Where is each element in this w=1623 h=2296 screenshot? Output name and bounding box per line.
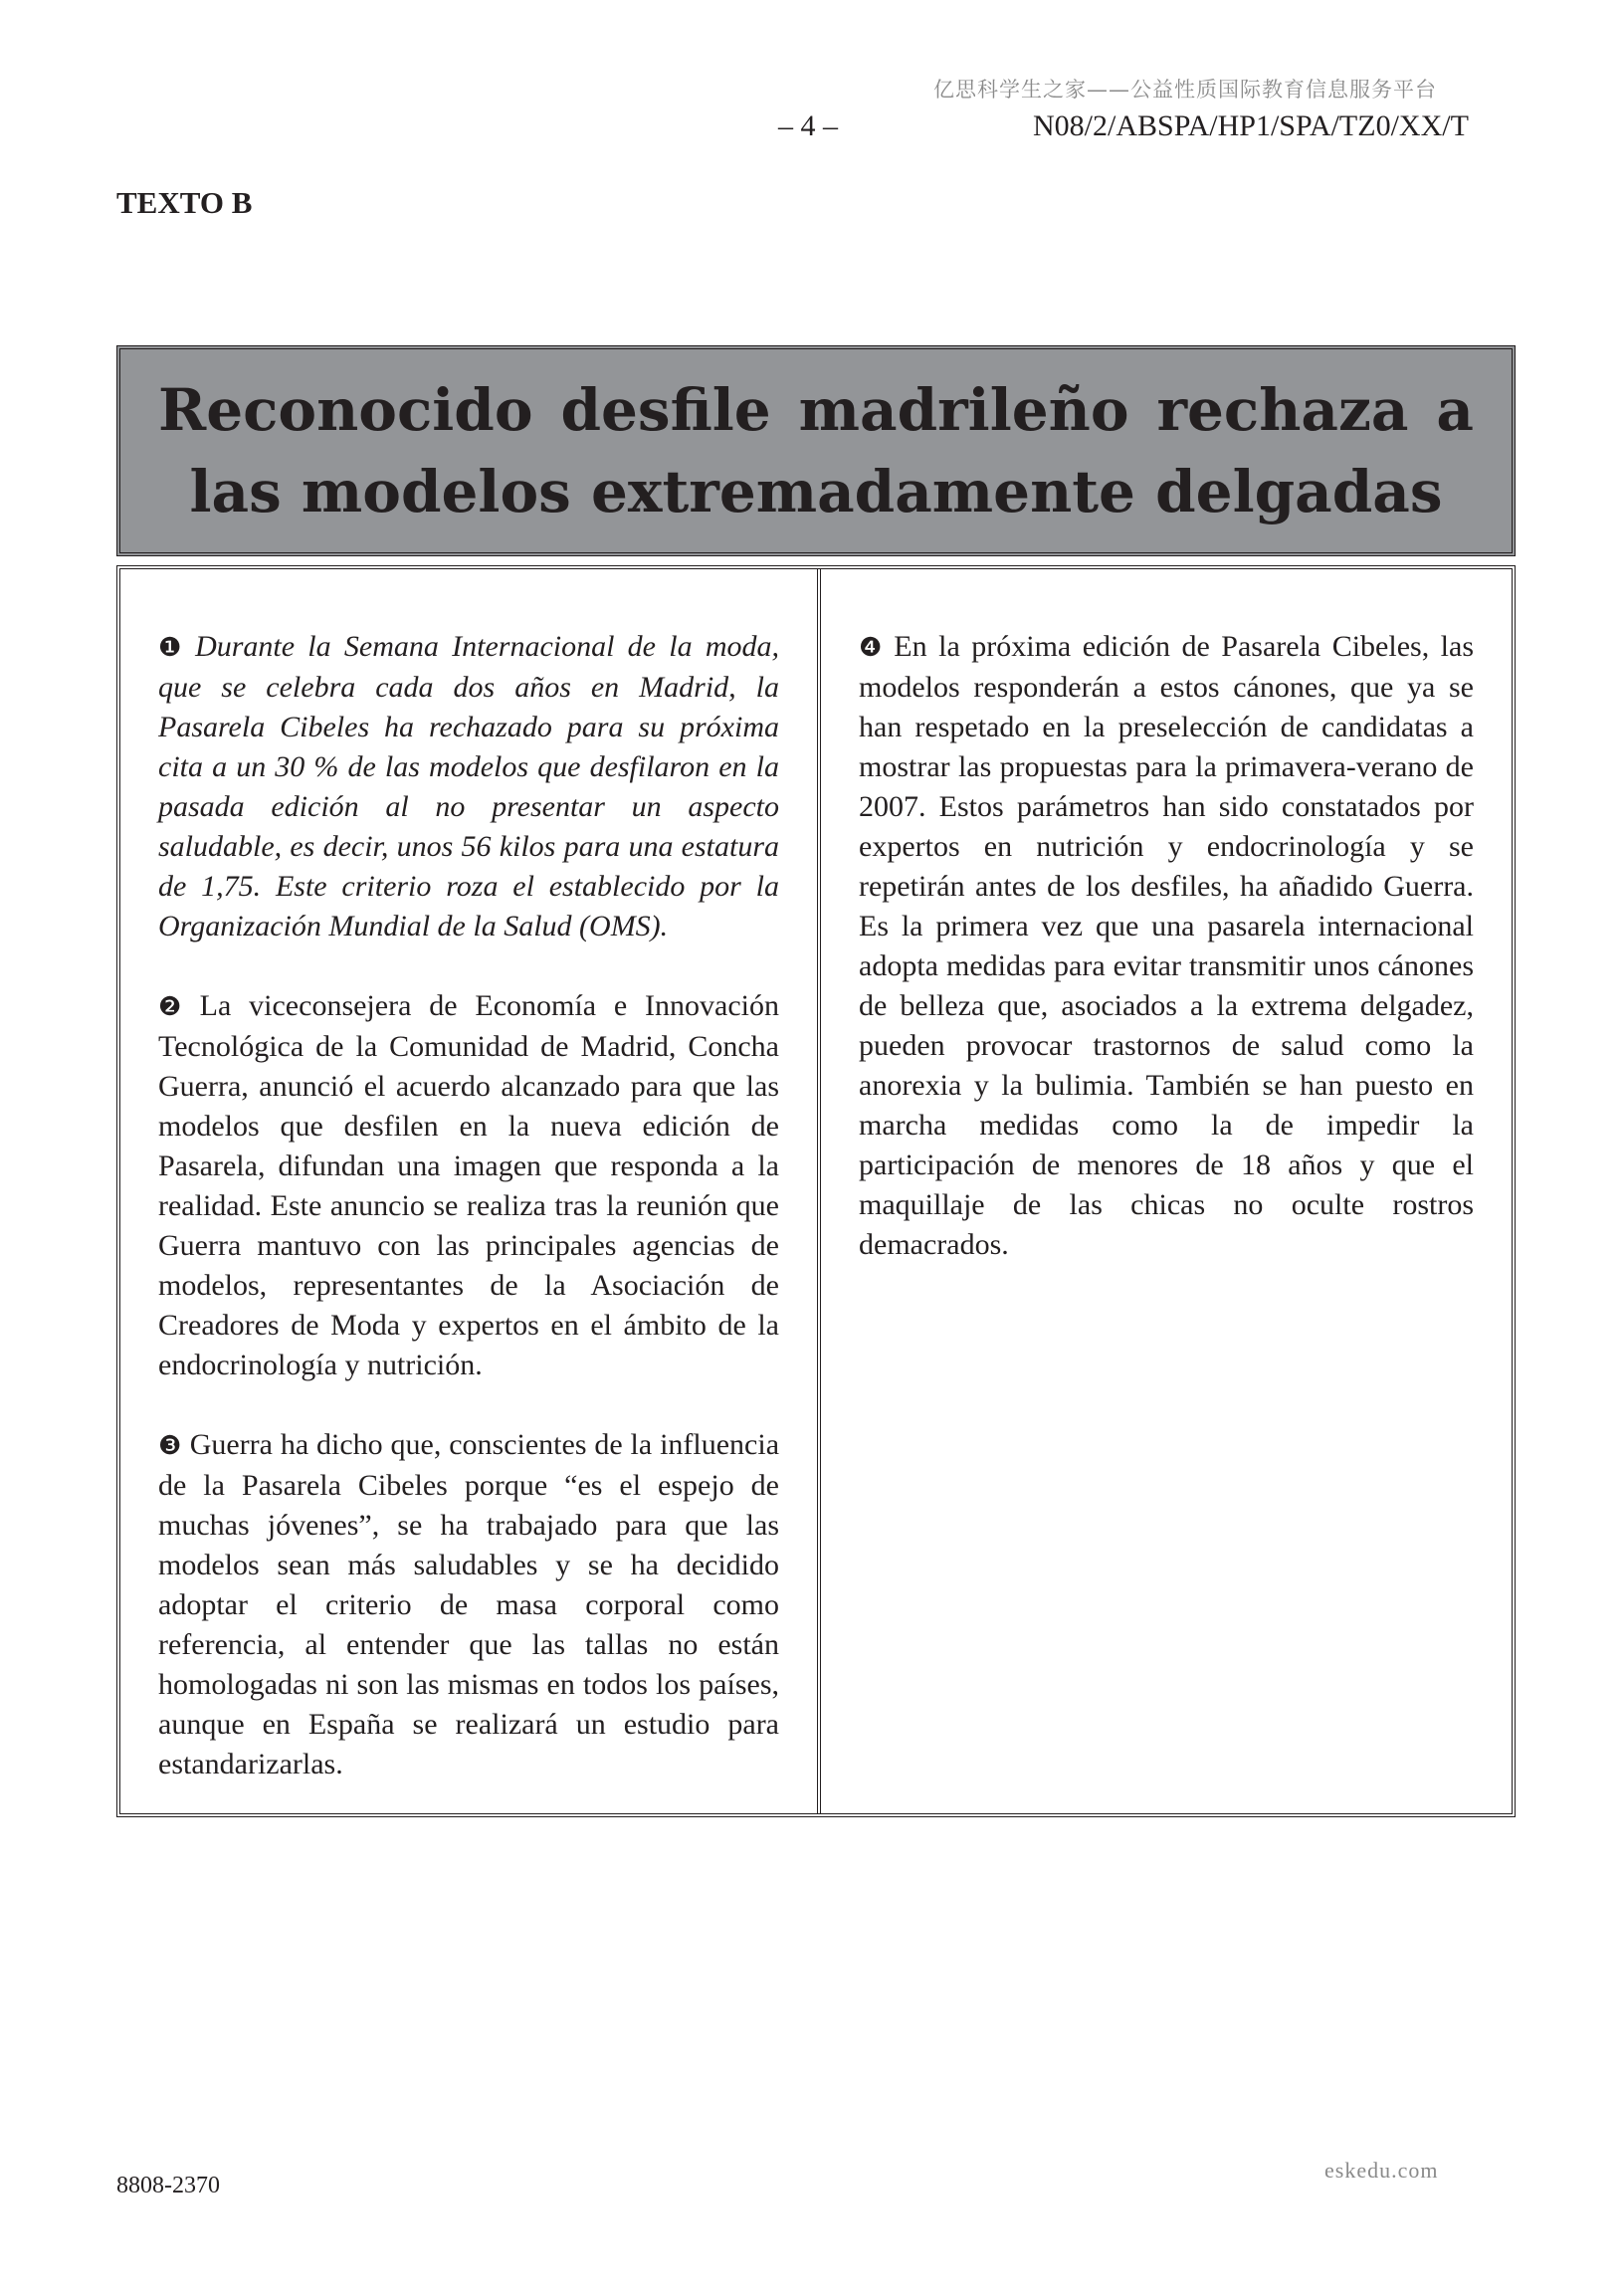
article-title: Reconocido desfile madrileño rechaza a las modelos extremadamente delgadas bbox=[158, 376, 1474, 525]
left-column bbox=[120, 569, 821, 1813]
paragraph-4 bbox=[859, 627, 1474, 1265]
article-title-box bbox=[116, 345, 1516, 556]
paragraph-1-marker: ❶ bbox=[158, 633, 188, 663]
paragraph-1-text: Durante la Semana Internacional de la moda, que se celebra cada dos años en Madrid, la Pasarela Cibeles ha rechazado para su próxima cita a un 30 % de las modelos que desfilaron en la pasada edición al no presentar un aspecto saludable, es decir, unos 56 kilos para una estatura de 1,75. Este criterio roza el establecido por la Organización Mundial de la Salud (OMS). bbox=[158, 630, 779, 942]
right-column bbox=[821, 569, 1512, 1813]
paragraph-3-text: Guerra ha dicho que, conscientes de la influencia de la Pasarela Cibeles porque “es el espejo de muchas jóvenes”, se ha trabajado para que las modelos sean más saludables y se ha decidido adoptar el criterio de masa corporal como referencia, al entender que las tallas no están homologadas ni son las mismas en todos los países, aunque en España se realizará un estudio para estandarizarlas. bbox=[158, 1428, 780, 1780]
paragraph-3-marker: ❸ bbox=[158, 1431, 182, 1461]
paragraph-2-marker: ❷ bbox=[158, 992, 192, 1022]
footer-code: 8808-2370 bbox=[116, 2173, 220, 2198]
header-watermark: 亿思科学生之家——公益性质国际教育信息服务平台 bbox=[933, 78, 1437, 102]
article-columns bbox=[116, 565, 1516, 1817]
paragraph-4-text: En la próxima edición de Pasarela Cibeles, las modelos responderán a estos cánones, que ya se han respetado en la preselección de candidatas a mostrar las propuestas para la primavera-verano de 2007. Estos parámetros han sido constatados por expertos en nutrición y endocrinología y se repetirán antes de los desfiles, ha añadido Guerra. Es la primera vez que una pasarela internacional adopta medidas para evitar transmitir unos cánones de belleza que, asociados a la extrema delgadez, pueden provocar trastornos de salud como la anorexia y la bulimia. También se han puesto en marcha medidas como la de impedir la participación de menores de 18 años y que el maquillaje de las chicas no oculte rostros demacrados. bbox=[859, 630, 1474, 1261]
paragraph-1 bbox=[158, 627, 779, 946]
footer-watermark: eskedu.com bbox=[1324, 2158, 1439, 2183]
document-code: N08/2/ABSPA/HP1/SPA/TZ0/XX/T bbox=[1033, 109, 1469, 142]
paragraph-2 bbox=[158, 986, 779, 1385]
paragraph-4-marker: ❹ bbox=[859, 633, 887, 663]
section-label: TEXTO B bbox=[116, 185, 253, 220]
paragraph-2-text: La viceconsejera de Economía e Innovación Tecnológica de la Comunidad de Madrid, Concha Guerra, anunció el acuerdo alcanzado para que las modelos que desfilen en la nueva edición de Pasarela, difundan una imagen que responda a la realidad. Este anuncio se realiza tras la reunión que Guerra mantuvo con las principales agencias de modelos, representantes de la Asociación de Creadores de Moda y expertos en el ámbito de la endocrinología y nutrición. bbox=[158, 989, 779, 1381]
paragraph-3 bbox=[158, 1425, 779, 1784]
page-number: – 4 – bbox=[778, 109, 838, 142]
